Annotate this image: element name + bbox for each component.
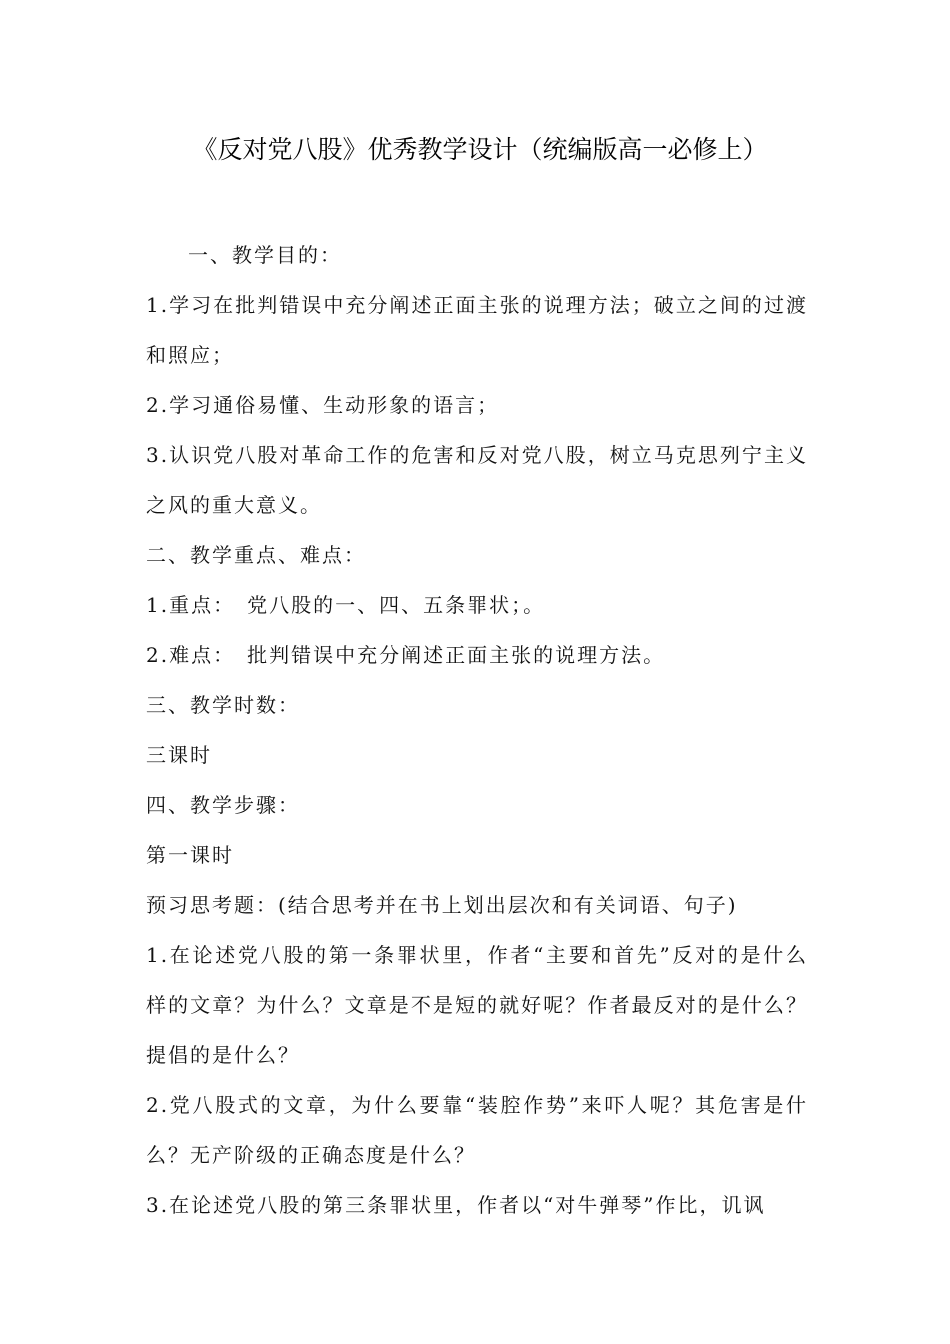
key-point-item-2: 2.难点： 批判错误中充分阐述正面主张的说理方法。 bbox=[146, 643, 666, 667]
document-title: 《反对党八股》优秀教学设计（统编版高一必修上） bbox=[192, 135, 768, 164]
section-heading-key-points: 二、教学重点、难点： bbox=[146, 543, 366, 567]
question-item-3: 3.在论述党八股的第三条罪状里，作者以“对牛弹琴”作比，讥讽 bbox=[146, 1193, 766, 1217]
objective-item-1: 1.学习在批判错误中充分阐述正面主张的说理方法；破立之间的过渡和照应； bbox=[146, 293, 808, 367]
document-body bbox=[146, 230, 808, 1230]
hours-value: 三课时 bbox=[146, 743, 212, 767]
preview-questions-heading: 预习思考题：(结合思考并在书上划出层次和有关词语、句子) bbox=[146, 893, 738, 917]
lesson-heading-first: 第一课时 bbox=[146, 843, 234, 867]
objective-item-2: 2.学习通俗易懂、生动形象的语言； bbox=[146, 393, 500, 417]
question-item-2: 2.党八股式的文章，为什么要靠“装腔作势”来吓人呢？其危害是什么？无产阶级的正确态度是什么？ bbox=[146, 1093, 808, 1167]
section-heading-hours: 三、教学时数： bbox=[146, 693, 300, 717]
section-heading-steps: 四、教学步骤： bbox=[146, 793, 300, 817]
section-heading-objectives: 一、教学目的： bbox=[188, 243, 342, 267]
question-item-1: 1.在论述党八股的第一条罪状里，作者“主要和首先”反对的是什么样的文章？为什么？文章是不是短的就好呢？作者最反对的是什么？提倡的是什么？ bbox=[146, 943, 808, 1067]
key-point-item-1: 1.重点： 党八股的一、四、五条罪状；。 bbox=[146, 593, 546, 617]
objective-item-3: 3.认识党八股对革命工作的危害和反对党八股，树立马克思列宁主义之风的重大意义。 bbox=[146, 443, 808, 517]
